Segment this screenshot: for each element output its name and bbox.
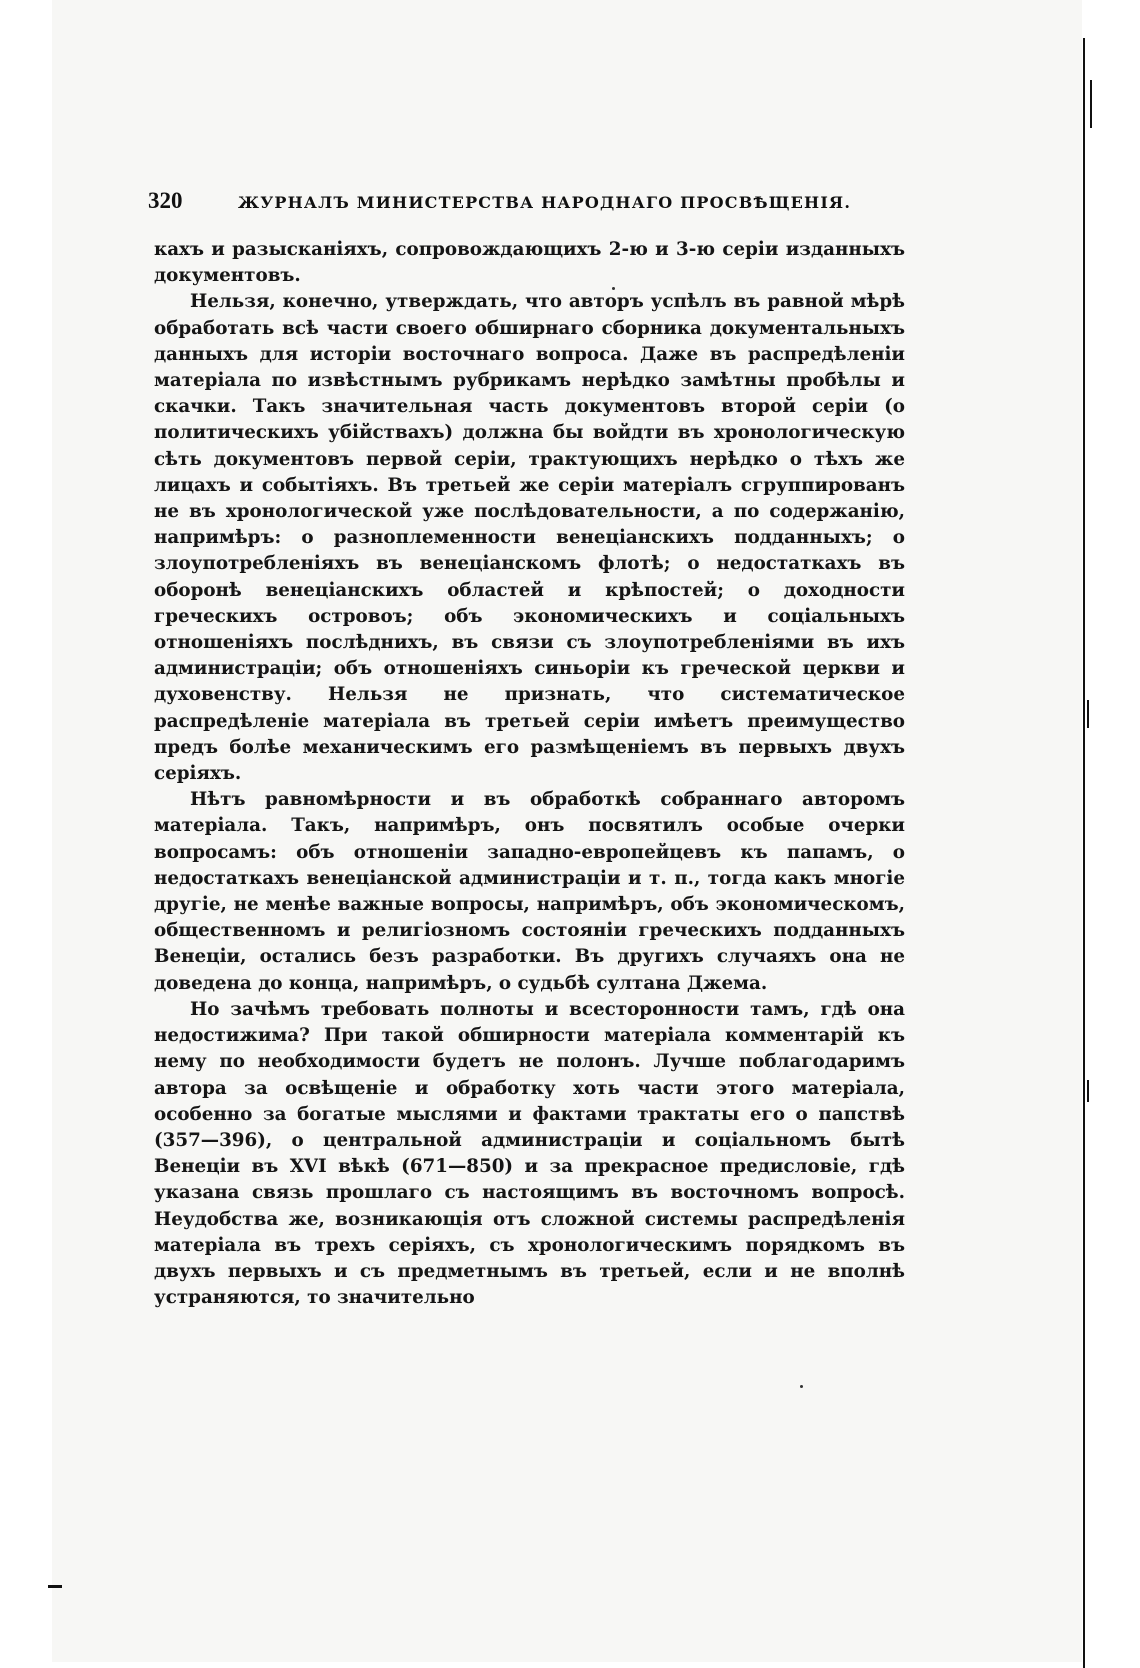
paragraph-continuation: кахъ и разысканіяхъ, сопровождающихъ 2-ю и 3-ю серіи изданныхъ документовъ.	[154, 239, 905, 287]
body-text	[154, 237, 905, 1311]
paragraph: Нѣтъ равномѣрности и въ обработкѣ собраннаго авторомъ матеріала. Такъ, напримѣръ, онъ посвятилъ особые очерки вопросамъ: объ отношеніи западно-европейцевъ къ папамъ, о недостаткахъ венеціанской администраціи и т. п., тогда какъ многіе другіе, не менѣе важные вопросы, напримѣръ, объ экономическомъ, общественномъ и религіозномъ состояніи греческихъ подданныхъ Венеціи, остались безъ разработки. Въ другихъ случаяхъ она не доведена до конца, напримѣръ, о судьбѣ султана Джема.	[154, 789, 905, 994]
scan-mark	[48, 1585, 62, 1588]
running-title: ЖУРНАЛЪ МИНИСТЕРСТВА НАРОДНАГО ПРОСВѢЩЕНІЯ.	[238, 193, 852, 212]
page-edge-rule	[1083, 38, 1085, 1668]
paragraph: Нельзя, конечно, утверждать, что авторъ успѣлъ въ равной мѣрѣ обработать всѣ части своего обширнаго сборника документальныхъ данныхъ для исторіи восточнаго вопроса. Даже въ распредѣленіи матеріала по извѣстнымъ рубрикамъ нерѣдко замѣтны пробѣлы и скачки. Такъ значительная часть документовъ второй серіи (о политическихъ убійствахъ) должна бы войдти въ хронологическую сѣть документовъ первой серіи, трактующихъ нерѣдко о тѣхъ же лицахъ и событіяхъ. Въ третьей же серіи матеріалъ сгруппированъ не въ хронологической уже послѣдовательности, а по содержанію, напримѣръ: о разноплеменности венеціанскихъ подданныхъ; о злоупотребленіяхъ въ венеціанскомъ флотѣ; о недостаткахъ въ оборонѣ венеціанскихъ областей и крѣпостей; о доходности греческихъ островоъ; объ экономическихъ и соціальныхъ отношеніяхъ послѣднихъ, въ связи съ злоупотребленіями въ ихъ администраціи; объ отношеніяхъ синьоріи къ греческой церкви и духовенству. Нельзя не признать, что систематическое распредѣленіе матеріала въ третьей серіи имѣетъ преимущество предъ болѣе механическимъ его размѣщеніемъ въ первыхъ двухъ серіяхъ.	[154, 291, 905, 785]
page-header	[148, 188, 898, 222]
scan-mark	[1090, 80, 1092, 128]
scan-speck	[800, 1385, 803, 1388]
scan-mark	[1087, 700, 1089, 728]
scan-mark	[1087, 1080, 1089, 1102]
paragraph: Но зачѣмъ требовать полноты и всесторонности тамъ, гдѣ она недостижима? При такой обширности матеріала комментарій къ нему по необходимости будетъ не полонъ. Лучше поблагодаримъ автора за освѣщеніе и обработку хоть части этого матеріала, особенно за богатые мыслями и фактами трактаты его о папствѣ (357—396), о центральной администраціи и соціальномъ бытѣ Венеціи въ XVI вѣкѣ (671—850) и за прекрасное предисловіе, гдѣ указана связь прошлаго съ настоящимъ въ восточномъ вопросѣ. Неудобства же, возникающія отъ сложной системы распредѣленія матеріала въ трехъ серіяхъ, съ хронологическимъ порядкомъ въ двухъ первыхъ и съ предметнымъ въ третьей, если и не вполнѣ устраняются, то значительно	[154, 998, 905, 1309]
page-number: 320	[148, 188, 183, 213]
